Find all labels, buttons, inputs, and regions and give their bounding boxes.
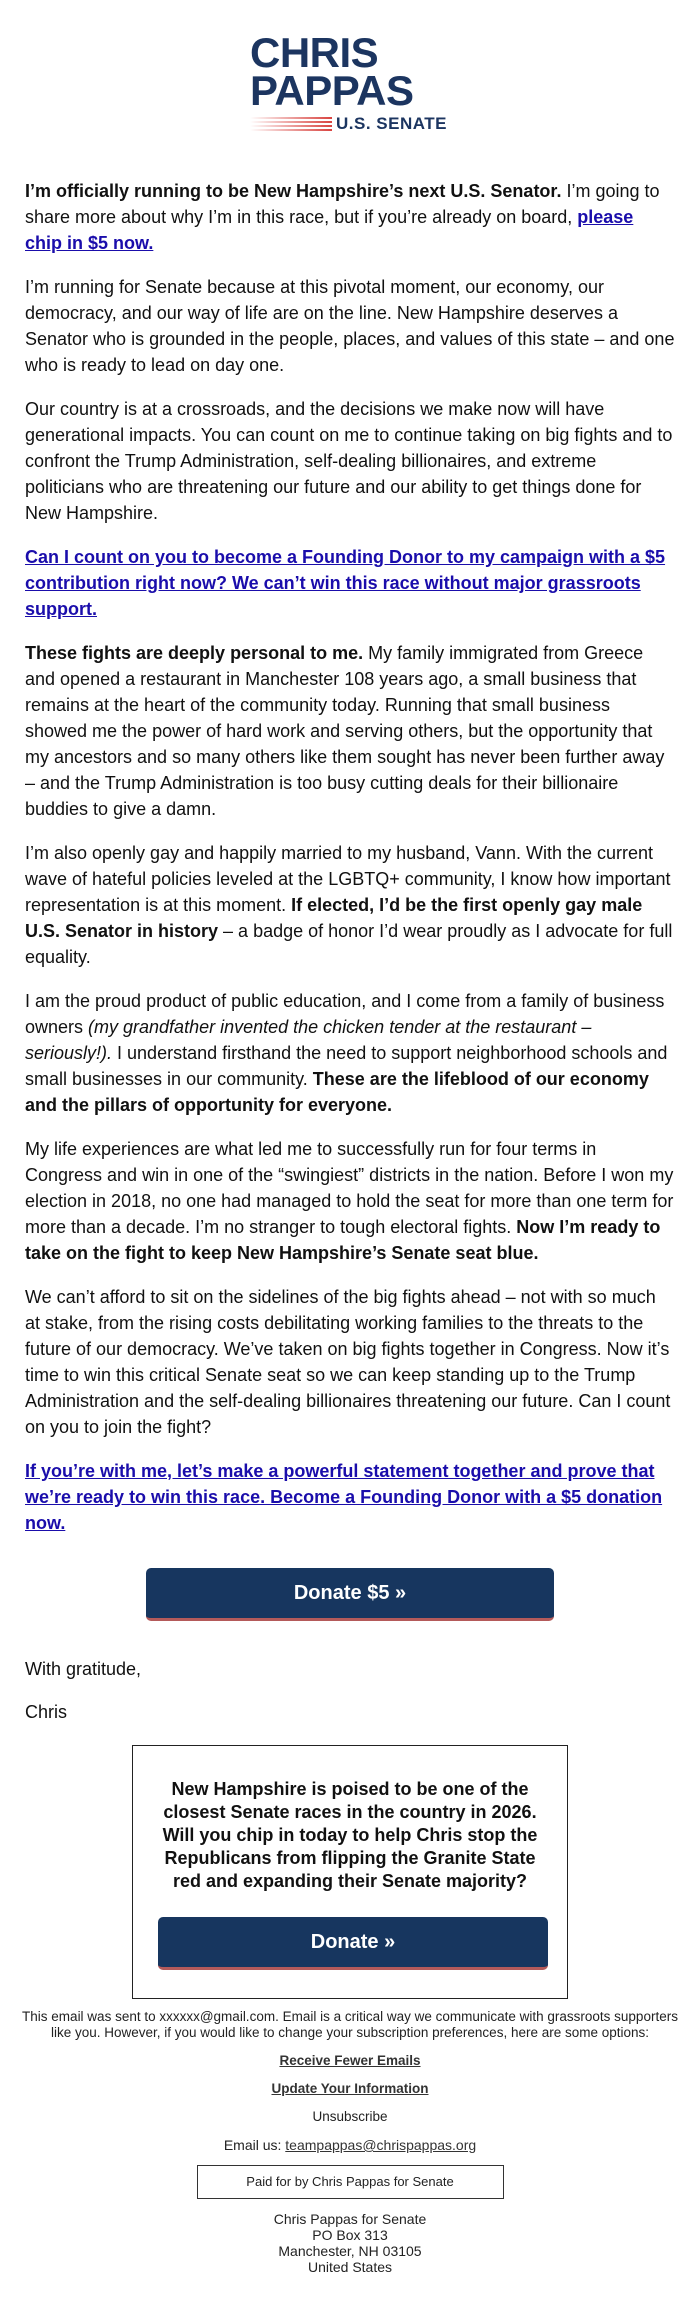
signature: Chris — [25, 1702, 68, 1722]
contact-email-link[interactable]: teampappas@chrispappas.org — [285, 2137, 477, 2153]
p5-bold: These fights are deeply personal to me. — [25, 643, 364, 663]
receive-fewer-emails-link[interactable]: Receive Fewer Emails — [279, 2053, 421, 2068]
paragraph-3: Our country is at a crossroads, and the decisions we make now will have generational impacts. You can count on me to continue taking on big fights and to confront the Trump Administration, self-dealing billionaires, and extreme politicians who are threatening our future and our ability to get things done for New Hampshire. — [25, 399, 673, 523]
donate-button[interactable]: Donate » — [158, 1917, 548, 1970]
paragraph-2: I’m running for Senate because at this pivotal moment, our economy, our democracy, and our way of life are on the line. New Hampshire deserves a Senator who is grounded in the people, places, and values of this state – and one who is ready to lead on day one. — [25, 277, 675, 375]
stripes-icon — [250, 117, 332, 131]
logo-line-senate: U.S. SENATE — [336, 114, 447, 133]
logo-line-pappas: PAPPAS — [250, 67, 414, 114]
p7-text2: I understand firsthand the need to support neighborhood schools and small businesses in our community. — [25, 1043, 668, 1089]
address-line: PO Box 313 — [312, 2227, 388, 2243]
address-line: Chris Pappas for Senate — [273, 2211, 427, 2227]
p6-text2: – a badge of honor I’d wear proudly as I advocate for full equality. — [25, 921, 673, 967]
donate-5-button[interactable]: Donate $5 » — [146, 1568, 554, 1621]
address-line: Manchester, NH 03105 — [278, 2243, 422, 2259]
address-line: United States — [307, 2259, 393, 2275]
paragraph-8 — [25, 1136, 675, 1266]
donate-now-link[interactable]: If you’re with me, let’s make a powerful statement together and prove that we’re ready to win this race. Become a Founding Donor with a $5 donation now. — [25, 1461, 663, 1533]
update-info-link[interactable]: Update Your Information — [271, 2081, 429, 2096]
chip-in-link[interactable]: please chip in $5 now. — [25, 207, 634, 253]
paragraph-5 — [25, 640, 675, 822]
p7-italic: (my grandfather invented the chicken tender at the restaurant – seriously!). — [25, 1017, 592, 1063]
p8-text: My life experiences are what led me to successfully run for four terms in Congress and win in one of the “swingiest” districts in the nation. Before I won my election in 2018, no one had managed to hold the seat for more than one term for more than a decade. I’m no stranger to tough electoral fights. — [25, 1139, 674, 1237]
footer-notice: This email was sent to xxxxxx@gmail.com. Email is a critical way we communicate with grassroots supporters like you. However, if you would like to change your subscription preferences, here are some options: — [22, 2009, 678, 2040]
paragraph-9: We can’t afford to sit on the sidelines of the big fights ahead – not with so much at stake, from the rising costs debilitating working families to the threats to the future of our democracy. We’ve taken on big fights together in Congress. Now it’s time to win this critical Senate seat so we can keep standing up to the Trump Administration and the self-dealing billionaires threatening our future. Can I count on you to join the fight? — [25, 1287, 671, 1437]
closing: With gratitude, — [25, 1659, 142, 1679]
intro-text: I’m going to share more about why I’m in this race, but if you’re already on board, — [25, 181, 660, 227]
p7-bold: These are the lifeblood of our economy and the pillars of opportunity for everyone. — [25, 1069, 649, 1115]
email-label: Email us: — [223, 2137, 286, 2153]
p5-text: My family immigrated from Greece and opened a restaurant in Manchester 108 years ago, a small business that remains at the heart of the community today. Running that small business showed me the power of hard work and serving others, but the opportunity that my ancestors and so many others like them sought has never been further away – and the Trump Administration is too busy cutting deals for their billionaire buddies to give a damn. — [25, 643, 665, 819]
footer — [0, 2009, 700, 2315]
logo-line-chris: CHRIS — [250, 29, 379, 76]
founding-donor-link[interactable]: Can I count on you to become a Founding Donor to my campaign with a $5 contribution right now? We can’t win this race without major grassroots support. — [25, 547, 666, 619]
p7-text: I am the proud product of public education, and I come from a family of business owners — [25, 991, 665, 1037]
p6-text: I’m also openly gay and happily married to my husband, Vann. With the current wave of hateful policies leveled at the LGBTQ+ community, I know how important representation is at this moment. — [25, 843, 671, 915]
paid-for-disclaimer: Paid for by Chris Pappas for Senate — [197, 2165, 504, 2199]
paragraph-intro — [25, 178, 675, 256]
intro-bold: I’m officially running to be New Hampshire’s next U.S. Senator. — [25, 181, 562, 201]
callout-text: New Hampshire is poised to be one of the closest Senate races in the country in 2026. Will you chip in today to help Chris stop the Republicans from flipping the Granite State red and expanding their Senate majority? — [162, 1779, 538, 1891]
unsubscribe-link[interactable]: Unsubscribe — [312, 2109, 388, 2124]
p8-bold: Now I’m ready to take on the fight to keep New Hampshire’s Senate seat blue. — [25, 1217, 661, 1263]
paragraph-7 — [25, 988, 675, 1118]
p6-bold: If elected, I’d be the first openly gay male U.S. Senator in history — [25, 895, 643, 941]
campaign-logo — [250, 0, 450, 142]
donate-callout-box — [132, 1745, 568, 1999]
paragraph-6 — [25, 840, 675, 970]
mailing-address — [20, 2211, 680, 2275]
